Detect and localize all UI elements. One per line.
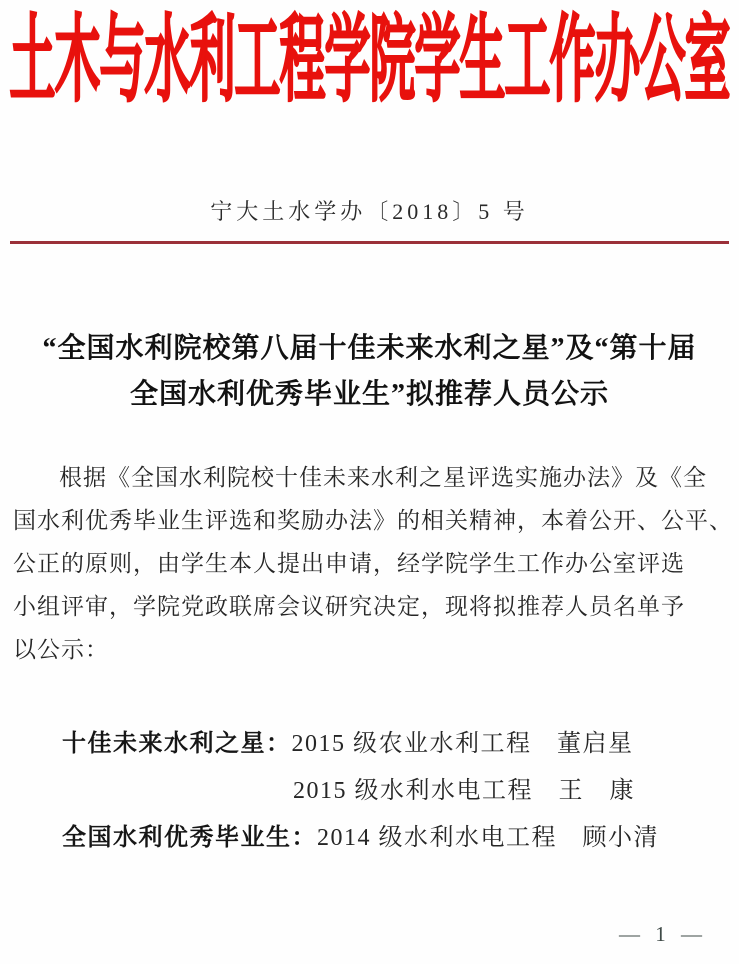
announcement-title-line-2: 全国水利优秀毕业生”拟推荐人员公示: [129, 379, 609, 410]
award-row-graduate: [62, 815, 739, 862]
announcement-title-line-1: “全国水利院校第八届十佳未来水利之星”及“第十届: [42, 333, 697, 364]
body-line-2: 国水利优秀毕业生评选和奖励办法》的相关精神，本着公开、公平、: [13, 508, 733, 533]
office-banner-title: 土木与水利工程学院学生工作办公室: [9, 7, 730, 113]
page-number: — 1 —: [619, 922, 707, 946]
body-line-5: 以公示：: [13, 637, 109, 662]
body-paragraph: [13, 456, 733, 671]
award-recipient-dongqixing: 2015 级农业水利工程 董启星: [291, 731, 634, 757]
award-category-label-graduate: 全国水利优秀毕业生：: [62, 825, 317, 851]
award-recipient-guxiaoqing: 2014 级水利水电工程 顾小清: [317, 825, 659, 851]
document-number: 宁大土水学办〔2018〕5 号: [210, 199, 529, 224]
award-recipient-wangkang: 2015 级水利水电工程 王 康: [293, 778, 635, 804]
body-line-1: 根据《全国水利院校十佳未来水利之星评选实施办法》及《全: [59, 465, 707, 490]
award-category-label-star: 十佳未来水利之星：: [62, 731, 292, 757]
red-header-banner: [0, 0, 739, 118]
red-divider-line: [10, 241, 729, 244]
body-line-4: 小组评审，学院党政联席会议研究决定，现将拟推荐人员名单予: [13, 594, 685, 619]
award-list: [62, 721, 739, 862]
award-row-star-2: [62, 768, 739, 815]
body-line-3: 公正的原则，由学生本人提出申请，经学院学生工作办公室评选: [13, 551, 685, 576]
announcement-title: [0, 326, 739, 418]
award-row-star-1: [62, 721, 739, 768]
